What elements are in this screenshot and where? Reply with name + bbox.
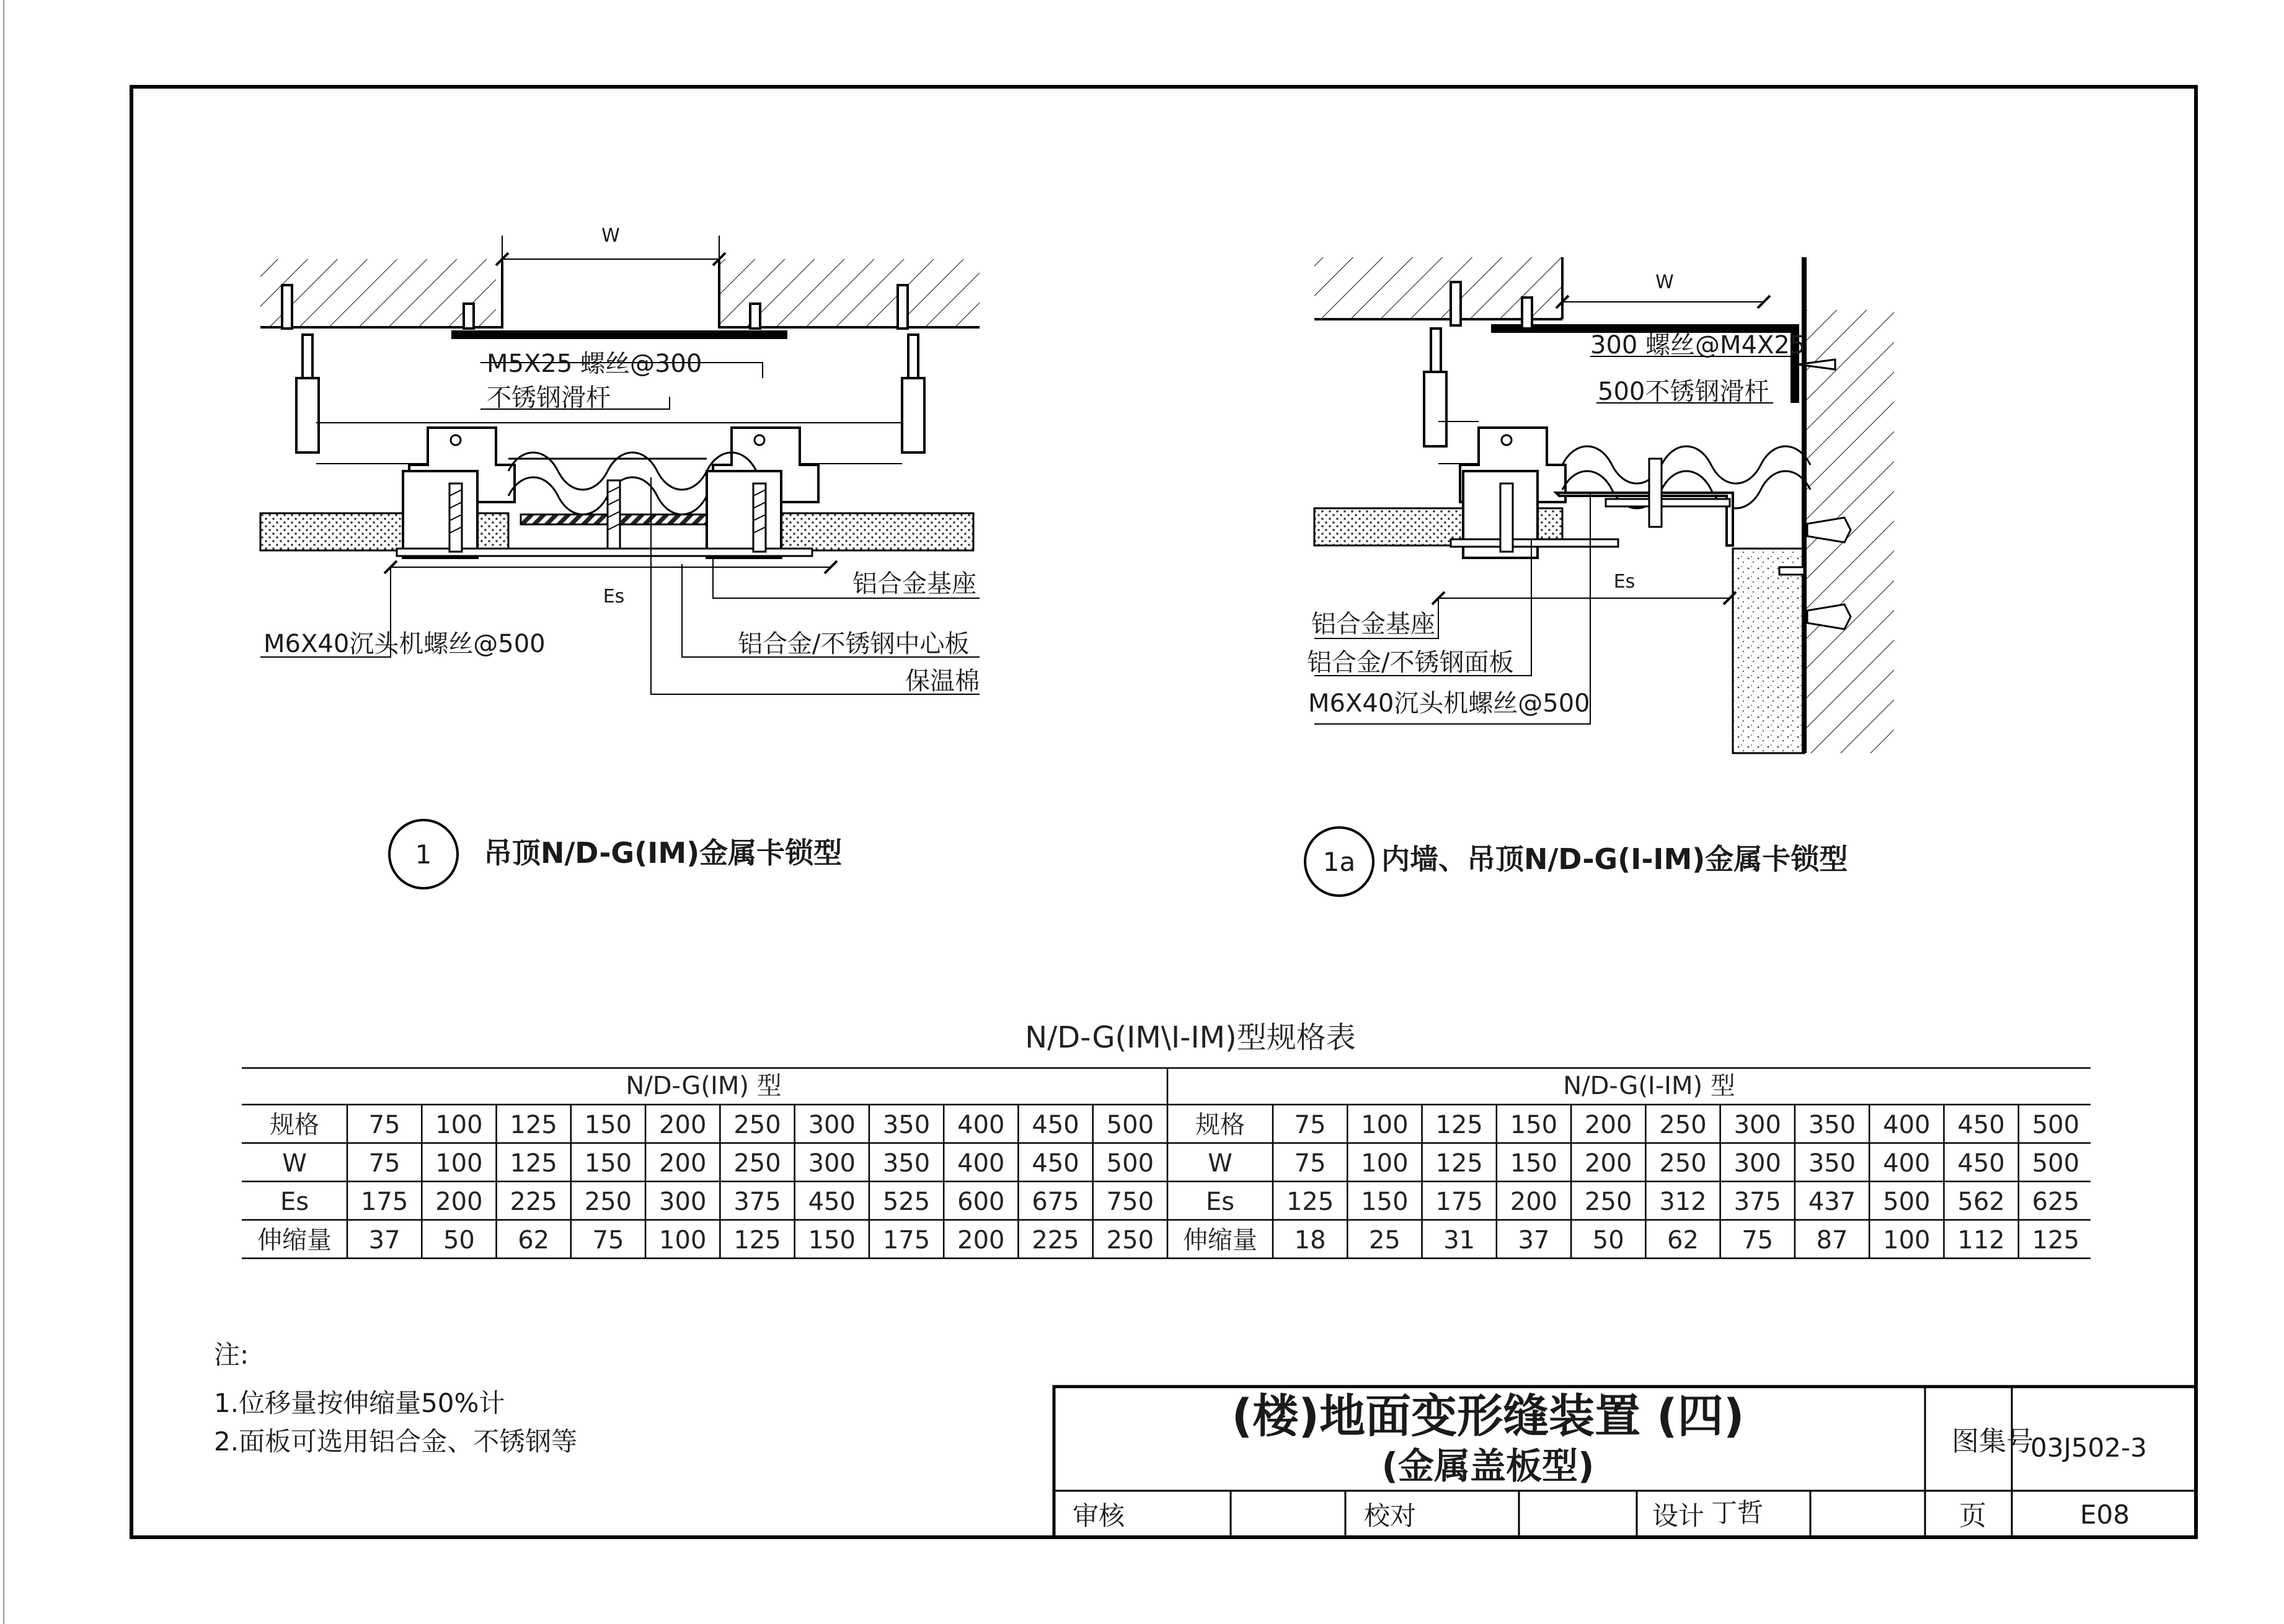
spec-cell: 150 [1510, 1111, 1558, 1139]
detail-1-label-base: 铝合金基座 [852, 570, 976, 598]
atlas-label: 图集号 [1952, 1426, 2034, 1457]
spec-cell: 350 [1808, 1149, 1856, 1178]
detail-1-number: 1 [415, 839, 432, 870]
notes-item-1: 1.位移量按伸缩量50%计 [214, 1388, 505, 1418]
spec-cell: 200 [659, 1149, 707, 1178]
spec-table-text [257, 1111, 2079, 1255]
detail-1a-number: 1a [1322, 847, 1356, 877]
spec-cell: 62 [518, 1226, 550, 1255]
check-label: 校对 [1364, 1501, 1417, 1531]
spec-cell: 125 [733, 1226, 781, 1255]
spec-cell: 175 [882, 1226, 931, 1255]
wall-render-1a [1733, 549, 1804, 753]
spec-row-label: 规格 [270, 1111, 319, 1139]
spec-cell: 200 [435, 1188, 483, 1216]
page-number: E08 [2080, 1499, 2130, 1530]
designer-name: 丁哲 [1711, 1498, 1764, 1528]
page-label: 页 [1959, 1500, 1986, 1532]
spec-cell: 450 [1957, 1111, 2005, 1139]
spec-cell: 125 [2032, 1226, 2080, 1255]
spec-cell: 125 [1286, 1188, 1334, 1216]
spec-cell: 450 [808, 1188, 856, 1216]
spec-cell: 350 [882, 1149, 931, 1178]
spec-cell: 250 [733, 1149, 781, 1178]
spec-cell: 200 [659, 1111, 707, 1139]
spec-cell: 400 [1883, 1149, 1931, 1178]
spec-row-label: Es [280, 1188, 309, 1216]
spec-cell: 250 [1659, 1149, 1707, 1178]
spec-cell: 375 [733, 1188, 781, 1216]
spec-cell: 250 [584, 1188, 632, 1216]
spec-cell: 500 [2032, 1111, 2080, 1139]
spec-cell: 62 [1667, 1226, 1699, 1255]
spec-cell: 75 [368, 1149, 401, 1178]
spec-cell: 200 [1585, 1149, 1632, 1178]
spec-cell: 312 [1659, 1188, 1707, 1216]
spec-cell: 225 [510, 1188, 557, 1216]
spec-cell: 200 [957, 1226, 1005, 1255]
spec-cell: 300 [659, 1188, 707, 1216]
spec-cell: 250 [1585, 1188, 1632, 1216]
spec-cell: 87 [1816, 1226, 1848, 1255]
spec-cell: 525 [882, 1188, 931, 1216]
spec-cell: 25 [1368, 1226, 1401, 1255]
spec-cell: 450 [1032, 1111, 1079, 1139]
spec-cell: 437 [1808, 1188, 1856, 1216]
detail-1a-label-screw-top: 300 螺丝@M4X25 [1590, 331, 1806, 360]
spec-cell: 600 [957, 1188, 1005, 1216]
spec-cell: 562 [1957, 1188, 2005, 1216]
spec-cell: 350 [1808, 1111, 1856, 1139]
detail-1-label-center-plate: 铝合金/不锈钢中心板 [738, 630, 970, 658]
spec-cell: 100 [1361, 1149, 1409, 1178]
title-main: (楼)地面变形缝装置 (四) [1231, 1390, 1745, 1443]
spec-row-label: Es [1205, 1188, 1235, 1216]
notes-item-2: 2.面板可选用铝合金、不锈钢等 [214, 1426, 578, 1457]
spec-row-label: W [282, 1149, 307, 1178]
spec-cell: 675 [1032, 1188, 1079, 1216]
spec-cell: 500 [2032, 1149, 2080, 1178]
spec-cell: 31 [1443, 1226, 1476, 1255]
spec-cell: 75 [1294, 1149, 1326, 1178]
spec-cell: 100 [1361, 1111, 1409, 1139]
spec-cell: 37 [368, 1226, 401, 1255]
spec-table-right-header: N/D-G(I-IM) 型 [1563, 1072, 1735, 1100]
spec-cell: 125 [1435, 1111, 1483, 1139]
detail-1-dim-w: W [601, 225, 620, 247]
spec-cell: 225 [1032, 1226, 1079, 1255]
spec-cell: 100 [1883, 1226, 1931, 1255]
design-label: 设计 [1652, 1501, 1705, 1531]
spec-cell: 150 [1510, 1149, 1558, 1178]
spec-cell: 200 [1585, 1111, 1632, 1139]
spec-cell: 50 [1592, 1226, 1624, 1255]
detail-1a-label-panel: 铝合金/不锈钢面板 [1307, 648, 1514, 677]
spec-cell: 500 [1883, 1188, 1931, 1216]
spec-cell: 250 [1659, 1111, 1707, 1139]
spec-cell: 18 [1294, 1226, 1326, 1255]
spec-cell: 250 [1106, 1226, 1154, 1255]
title-sub: (金属盖板型) [1381, 1445, 1595, 1487]
spec-cell: 450 [1957, 1149, 2005, 1178]
spec-table-title: N/D-G(IM\I-IM)型规格表 [1025, 1020, 1356, 1055]
spec-cell: 200 [1510, 1188, 1558, 1216]
spec-cell: 50 [443, 1226, 475, 1255]
detail-1-label-screw-top: M5X25 螺丝@300 [487, 350, 702, 378]
spec-cell: 125 [1435, 1149, 1483, 1178]
spec-cell: 300 [1733, 1111, 1781, 1139]
spec-row-label: 伸缩量 [257, 1226, 332, 1255]
detail-1a-drawing [1307, 257, 1894, 753]
detail-1-drawing [260, 225, 980, 695]
spec-row-label: W [1208, 1149, 1233, 1178]
spec-cell: 300 [808, 1149, 856, 1178]
spec-cell: 350 [882, 1111, 931, 1139]
detail-1a-title: 内墙、吊顶N/D-G(I-IM)金属卡锁型 [1381, 842, 1848, 876]
spec-cell: 75 [368, 1111, 401, 1139]
detail-1a-label-base: 铝合金基座 [1311, 610, 1435, 638]
spec-cell: 400 [957, 1111, 1005, 1139]
spec-cell: 100 [435, 1149, 483, 1178]
detail-1a-dim-es: Es [1613, 571, 1636, 593]
spec-cell: 75 [1294, 1111, 1326, 1139]
detail-1-label-slide-bar: 不锈钢滑杆 [487, 384, 611, 412]
spec-cell: 150 [1361, 1188, 1409, 1216]
spec-cell: 175 [1435, 1188, 1483, 1216]
spec-cell: 250 [733, 1111, 781, 1139]
spec-cell: 300 [808, 1111, 856, 1139]
notes-heading: 注: [214, 1339, 249, 1370]
ceiling-slab-left [260, 259, 496, 327]
spec-cell: 75 [1742, 1226, 1774, 1255]
spec-cell: 100 [659, 1226, 707, 1255]
spec-table-left-header: N/D-G(IM) 型 [626, 1072, 782, 1100]
spec-cell: 150 [808, 1226, 856, 1255]
spec-cell: 500 [1106, 1111, 1154, 1139]
spec-cell: 150 [584, 1111, 632, 1139]
spec-row-label: 伸缩量 [1183, 1226, 1257, 1255]
spec-cell: 150 [584, 1149, 632, 1178]
detail-1a-label-slide-bar: 500不锈钢滑杆 [1598, 377, 1769, 406]
detail-1-label-insulation: 保温棉 [905, 667, 980, 695]
spec-cell: 300 [1733, 1149, 1781, 1178]
spec-cell: 400 [1883, 1111, 1931, 1139]
spec-cell: 175 [360, 1188, 409, 1216]
spec-row-label: 规格 [1195, 1111, 1245, 1139]
spec-cell: 125 [510, 1111, 557, 1139]
detail-1-label-countersunk: M6X40沉头机螺丝@500 [263, 630, 546, 658]
spec-cell: 75 [592, 1226, 624, 1255]
spec-cell: 450 [1032, 1149, 1079, 1178]
detail-1-title: 吊顶N/D-G(IM)金属卡锁型 [484, 836, 843, 870]
spec-cell: 125 [510, 1149, 557, 1178]
detail-1a-dim-w: W [1655, 271, 1674, 293]
spec-cell: 750 [1106, 1188, 1154, 1216]
spec-cell: 400 [957, 1149, 1005, 1178]
atlas-number: 03J502-3 [2030, 1432, 2147, 1463]
detail-1-dim-es: Es [603, 586, 625, 607]
review-label: 审核 [1073, 1501, 1125, 1531]
spec-cell: 500 [1106, 1149, 1154, 1178]
spec-cell: 375 [1733, 1188, 1781, 1216]
spec-cell: 625 [2032, 1188, 2080, 1216]
spec-cell: 112 [1957, 1226, 2005, 1255]
spec-cell: 37 [1518, 1226, 1550, 1255]
detail-1a-label-countersunk: M6X40沉头机螺丝@500 [1308, 689, 1590, 718]
spec-cell: 100 [435, 1111, 483, 1139]
